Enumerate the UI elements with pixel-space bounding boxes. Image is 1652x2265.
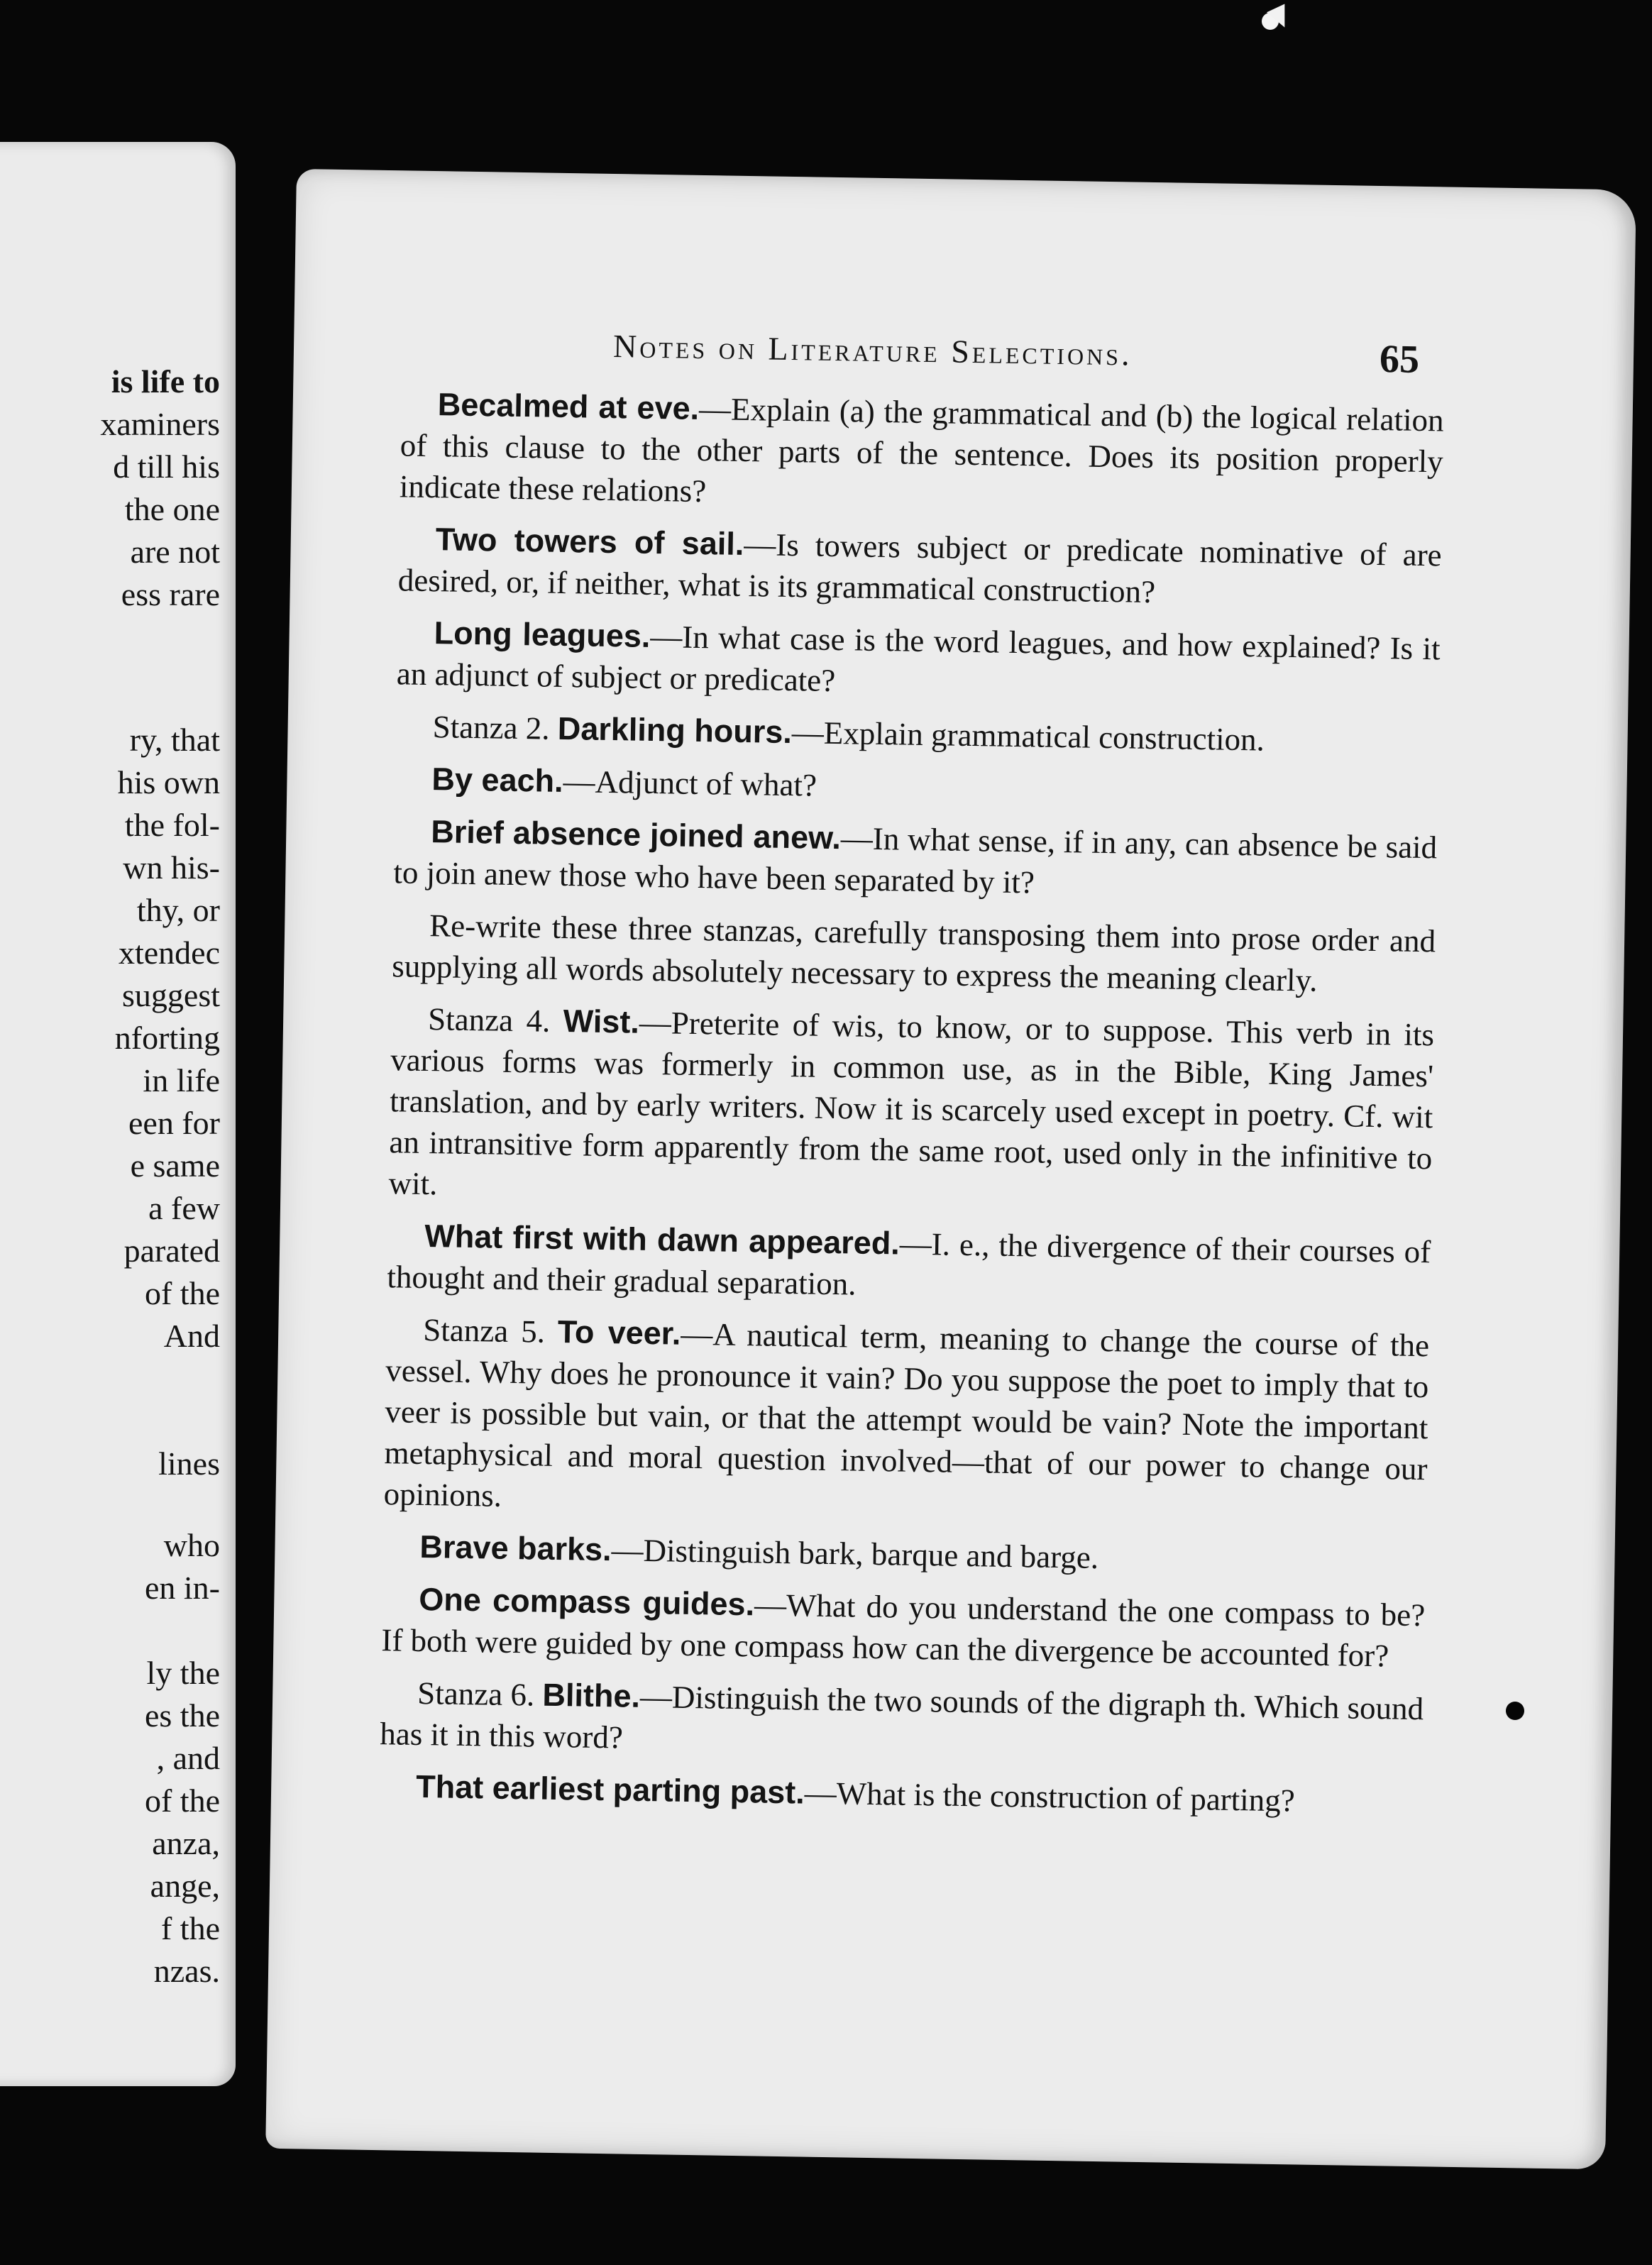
left-page-line: lines <box>158 1445 220 1482</box>
note-text: —Is towers subject or predicate nominative of are desired, or, if neither, what is its grammatical construction? <box>397 526 1443 610</box>
ink-spot <box>1506 1702 1524 1720</box>
note-entry <box>396 612 1441 710</box>
note-text: —I. e., the divergence of their courses of thought and their gradual separation. <box>387 1225 1431 1302</box>
note-entry <box>379 1765 1423 1823</box>
left-page-line: of the <box>144 1782 220 1819</box>
note-term: By each. <box>431 761 564 800</box>
note-term: Becalmed at eve. <box>437 386 700 426</box>
left-page-line: wn his- <box>123 849 220 886</box>
left-page <box>0 142 236 2086</box>
left-page-line: anza, <box>152 1825 220 1861</box>
stanza-label: Stanza 2. <box>432 709 558 746</box>
left-page-line: e same <box>130 1147 220 1184</box>
note-entry <box>381 1578 1426 1677</box>
left-page-line: a few <box>148 1190 220 1226</box>
note-term: Brave barks. <box>419 1528 612 1568</box>
note-term: What first with dawn appeared. <box>424 1218 901 1262</box>
left-page-line: xaminers <box>100 406 220 442</box>
note-text: —Distinguish the two sounds of the digraph th. Which sound has it in this word? <box>379 1678 1424 1756</box>
left-page-line: the one <box>124 491 220 527</box>
note-entry <box>393 810 1438 909</box>
left-page-line: es the <box>144 1697 220 1734</box>
left-page-line: nzas. <box>153 1953 220 1989</box>
note-entry <box>380 1672 1424 1770</box>
note-text: —Explain (a) the grammatical and (b) the logical relation of this clause to the other parts of the sentence. Does its position properly indicate these relations? <box>399 390 1445 509</box>
page-body <box>379 383 1445 1834</box>
note-term: Darkling hours. <box>557 710 793 751</box>
left-page-line: who <box>163 1527 220 1563</box>
left-page-line: suggest <box>122 977 220 1013</box>
note-term: Long leagues. <box>434 615 651 654</box>
stanza-label: Stanza 4. <box>427 1001 564 1040</box>
left-page-line: the fol- <box>124 807 220 843</box>
left-page-line: of the <box>144 1275 220 1311</box>
note-text: —Preterite of wis, to know, or to suppose. This verb in its various forms was formerly in common use, as in the Bible, King James' translation, and by early writers. Now it is scarcely used except in poetry. Cf. wit an intransitive form apparently from the same root, used only in the infinitive to wit. <box>388 1004 1435 1202</box>
right-page <box>265 169 1636 2169</box>
stanza-label: Stanza 6. <box>417 1675 543 1713</box>
left-page-line: en in- <box>144 1570 220 1606</box>
left-page-line: ange, <box>150 1868 220 1904</box>
left-page-line: parated <box>123 1233 220 1269</box>
note-text: —Adjunct of what? <box>563 764 817 803</box>
note-entry <box>388 998 1434 1220</box>
note-term: Wist. <box>563 1003 640 1040</box>
note-term: Blithe. <box>542 1676 641 1714</box>
note-entry <box>382 1526 1426 1583</box>
left-page-line: are not <box>130 534 220 570</box>
left-page-line: , and <box>156 1740 220 1776</box>
note-entry <box>395 705 1439 763</box>
page-number: 65 <box>1379 337 1420 382</box>
left-page-line: een for <box>128 1105 220 1141</box>
running-header: Notes on Literature Selections. <box>612 328 1133 373</box>
note-entry <box>395 758 1438 815</box>
note-term: To veer. <box>557 1313 681 1352</box>
note-text: —Distinguish bark, barque and barge. <box>611 1532 1099 1575</box>
note-text: Re-write these three stanzas, carefully transposing them into prose order and supplying all words absolutely necessary to express the meaning clearly. <box>391 908 1436 998</box>
note-text: —In what case is the word leagues, and how explained? Is it an adjunct of subject or predicate? <box>396 618 1441 699</box>
left-page-line: in life <box>143 1062 220 1098</box>
left-page-line: his own <box>117 764 220 800</box>
left-page-line: ry, that <box>129 722 220 758</box>
note-text: —What do you understand the one compass to be? If both were guided by one compass how can the divergence be accounted for? <box>381 1587 1426 1674</box>
note-term: Two towers of sail. <box>435 521 744 562</box>
note-text: —A nautical term, meaning to change the course of the vessel. Why does he pronounce it vain? Do you suppose the poet to imply that to veer is possible but vain, or that the attempt would be vain? Note the important metaphysical and moral question involved—that of our power to change our opinions. <box>383 1316 1430 1514</box>
note-text: —In what sense, if in any, can absence be said to join anew those who have been separated by it? <box>393 820 1438 900</box>
note-text: —What is the construction of parting? <box>804 1775 1296 1819</box>
note-entry <box>392 904 1436 1003</box>
left-page-line: d till his <box>113 448 220 485</box>
left-page-line: ly the <box>146 1655 220 1691</box>
left-page-line: thy, or <box>136 892 220 928</box>
note-entry <box>383 1308 1429 1531</box>
left-page-line: xtendec <box>118 935 220 971</box>
stanza-label: Stanza 5. <box>422 1312 558 1350</box>
note-term: Brief absence joined anew. <box>430 813 842 856</box>
left-page-line: nforting <box>114 1020 220 1056</box>
left-page-line: And <box>163 1318 220 1354</box>
note-entry <box>400 383 1445 523</box>
left-page-line: f the <box>160 1910 220 1946</box>
note-entry <box>387 1215 1431 1313</box>
left-page-line: ess rare <box>121 576 220 612</box>
note-term: One compass guides. <box>418 1580 755 1623</box>
note-text: —Explain grammatical construction. <box>791 715 1265 758</box>
left-page-line: is life to <box>111 363 220 399</box>
note-entry <box>397 518 1442 617</box>
note-term: That earliest parting past. <box>415 1768 805 1811</box>
